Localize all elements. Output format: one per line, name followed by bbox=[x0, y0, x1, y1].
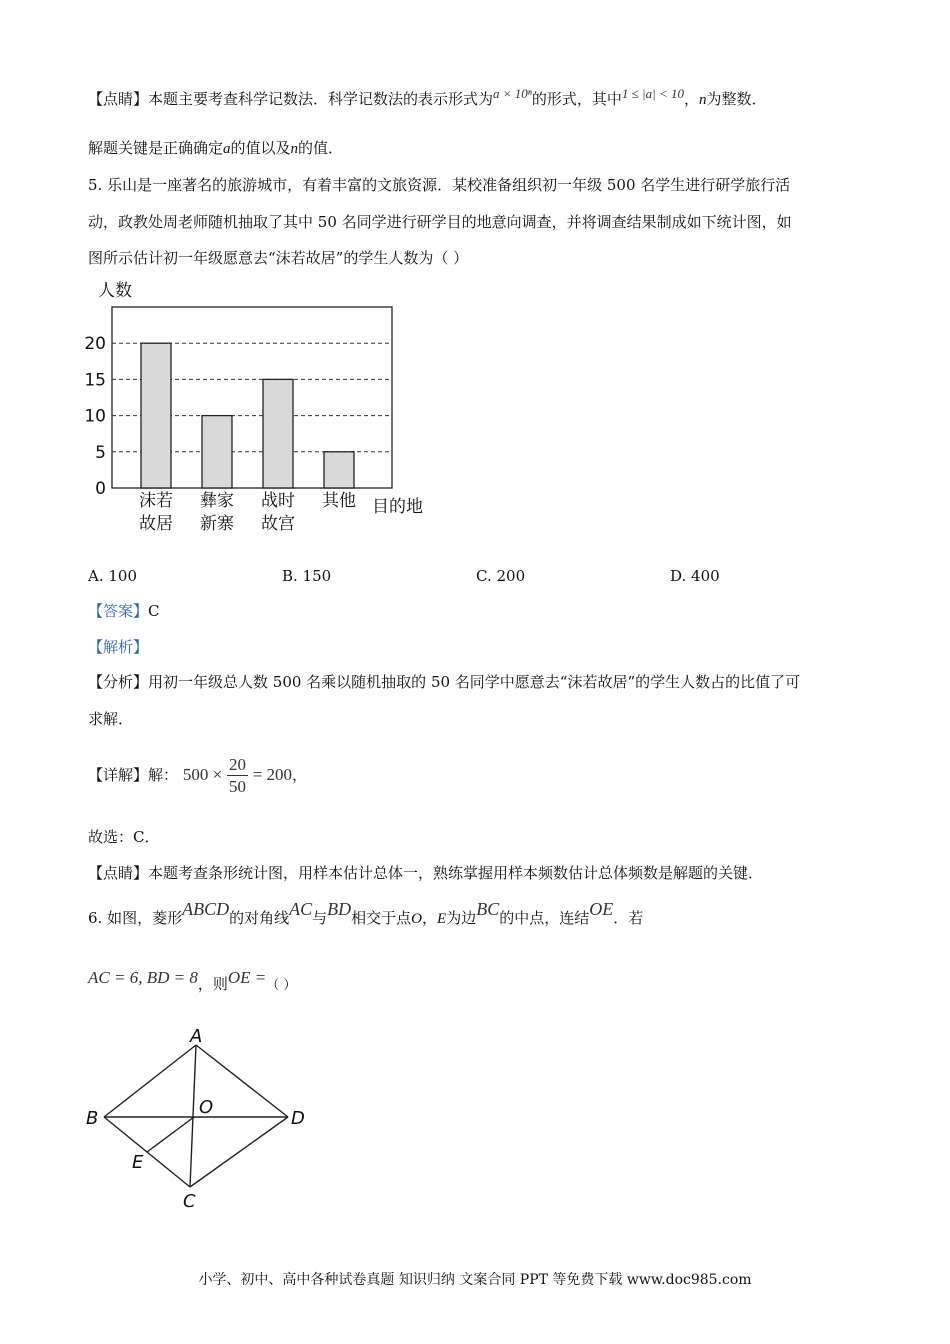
diagonal-ac bbox=[190, 1045, 196, 1187]
label-e: E bbox=[132, 1152, 144, 1173]
q6-stem-a: 6. 如图，菱形 bbox=[88, 909, 183, 927]
fenxi-text-1: 用初一年级总人数 500 名乘以随机抽取的 50 名同学中愿意去“沫若故居”的学生人数占的比值了可 bbox=[148, 673, 801, 691]
side-dc bbox=[190, 1117, 288, 1187]
label-c: C bbox=[183, 1191, 196, 1212]
side-ab bbox=[104, 1045, 196, 1117]
segment-oe bbox=[147, 1117, 194, 1152]
x-tick-label: 沫若 bbox=[139, 491, 173, 511]
math-oe: OE bbox=[589, 899, 614, 919]
q6-stem-g: 的中点，连结 bbox=[499, 909, 590, 927]
q5-stem-line-3: 图所示估计初一年级愿意去“沫若故居”的学生人数为（ ） bbox=[88, 249, 469, 267]
math-ask-oe: OE = bbox=[227, 968, 267, 987]
y-tick-label: 15 bbox=[84, 370, 106, 391]
tip-text-1: 本题主要考查科学记数法．科学记数法的表示形式为 bbox=[148, 90, 494, 108]
y-axis-label: 人数 bbox=[98, 281, 132, 301]
math-ac: AC bbox=[289, 899, 313, 919]
y-tick-label: 5 bbox=[95, 442, 106, 463]
option-a: A. 100 bbox=[88, 567, 137, 585]
q6-stem-c: 与 bbox=[312, 909, 328, 927]
detail-line bbox=[88, 752, 307, 798]
label-d: D bbox=[291, 1108, 305, 1129]
tip-text-3: ， bbox=[683, 90, 699, 108]
detail-tag: 【详解】 bbox=[88, 766, 149, 784]
q6-stem-line bbox=[88, 897, 643, 939]
bar bbox=[141, 343, 171, 488]
answer-value: C bbox=[148, 602, 160, 620]
bar bbox=[324, 452, 354, 488]
fraction bbox=[227, 755, 248, 798]
x-tick-label: 彝家 bbox=[200, 491, 234, 511]
math-bd: BD bbox=[327, 899, 352, 919]
math-abcd: ABCD bbox=[182, 899, 230, 919]
q6-cond-suffix: ，则 bbox=[197, 975, 228, 993]
y-tick-label: 0 bbox=[95, 479, 106, 499]
tip-line2-b: 的值以及 bbox=[230, 139, 291, 157]
bar-chart bbox=[80, 276, 520, 546]
analysis-tag: 【解析】 bbox=[88, 638, 149, 656]
choose-line: 故选：C． bbox=[88, 828, 160, 846]
formula-range: 1 ≤ |a| < 10 bbox=[621, 86, 684, 101]
q6-paren: （ ） bbox=[266, 978, 297, 993]
q6-stem-e: ， bbox=[422, 909, 438, 927]
tip-line-2 bbox=[88, 138, 343, 159]
var-n-2: n bbox=[290, 141, 299, 157]
tip-line2-a: 解题关键是正确确定 bbox=[88, 139, 224, 157]
var-o: O bbox=[411, 911, 422, 927]
tip-text-4: 为整数． bbox=[706, 90, 767, 108]
answer-tag: 【答案】 bbox=[88, 602, 149, 620]
q6-stem-d: 相交于点 bbox=[351, 909, 412, 927]
q6-stem-f: 为边 bbox=[446, 909, 477, 927]
x-tick-label: 新寨 bbox=[200, 514, 234, 534]
option-d: D. 400 bbox=[670, 567, 720, 585]
fenxi-line-2: 求解． bbox=[88, 710, 134, 728]
fraction-denominator: 50 bbox=[228, 776, 246, 796]
fenxi-line-1 bbox=[88, 672, 800, 692]
fraction-numerator: 20 bbox=[228, 754, 246, 774]
option-c: C. 200 bbox=[476, 567, 526, 585]
page-footer: 小学、初中、高中各种试卷真题 知识归纳 文案合同 PPT 等免费下载 www.doc985.com bbox=[198, 1272, 752, 1288]
tip-tag: 【点睛】 bbox=[88, 90, 149, 108]
x-tick-label: 故宫 bbox=[261, 514, 295, 534]
fenxi-tag: 【分析】 bbox=[88, 673, 149, 691]
y-tick-label: 10 bbox=[84, 406, 106, 427]
q6-stem-h: ．若 bbox=[613, 909, 644, 927]
label-b: B bbox=[86, 1108, 99, 1129]
bar bbox=[263, 379, 293, 488]
x-axis-label: 目的地 bbox=[372, 497, 423, 517]
q6-condition-line bbox=[88, 964, 296, 1006]
q5-tip-tag: 【点睛】 bbox=[88, 864, 149, 882]
q5-tip-line bbox=[88, 863, 763, 883]
q5-stem-line-2: 动，政教处周老师随机抽取了其中 50 名同学进行研学目的地意向调查，并将调查结果制成如下统计图，如 bbox=[88, 213, 792, 231]
x-tick-label: 其他 bbox=[322, 491, 356, 511]
label-o: O bbox=[199, 1097, 214, 1118]
math-bc: BC bbox=[476, 899, 500, 919]
var-e: E bbox=[437, 911, 447, 927]
q6-stem-b: 的对角线 bbox=[229, 909, 290, 927]
tip-line-1 bbox=[88, 86, 767, 110]
analysis-line bbox=[88, 637, 148, 657]
x-tick-label: 战时 bbox=[261, 491, 295, 511]
q5-tip-text: 本题考查条形统计图，用样本估计总体一，熟练掌握用样本频数估计总体频数是解题的关键． bbox=[148, 864, 764, 882]
detail-left: 500 × bbox=[182, 765, 223, 784]
tip-line2-c: 的值． bbox=[298, 139, 344, 157]
detail-right: = 200 bbox=[252, 765, 293, 784]
detail-prefix: 解： bbox=[148, 766, 179, 784]
tip-text-2: 的形式，其中 bbox=[531, 90, 622, 108]
rhombus-diagram bbox=[80, 1025, 320, 1225]
label-a: A bbox=[190, 1026, 203, 1047]
y-tick-label: 20 bbox=[84, 334, 106, 355]
q5-stem-line-1: 5. 乐山是一座著名的旅游城市，有着丰富的文旅资源．某校准备组织初一年级 500 名学生进行研学旅行活 bbox=[88, 176, 791, 194]
math-condition: AC = 6, BD = 8 bbox=[88, 968, 198, 987]
x-tick-label: 故居 bbox=[139, 514, 173, 534]
var-n: n bbox=[699, 92, 707, 108]
var-a: a bbox=[223, 141, 231, 157]
detail-suffix: ， bbox=[292, 766, 308, 784]
formula-scientific: a × 10ⁿ bbox=[493, 86, 532, 101]
answer-line bbox=[88, 601, 160, 621]
option-b: B. 150 bbox=[282, 567, 332, 585]
bar bbox=[202, 416, 232, 488]
